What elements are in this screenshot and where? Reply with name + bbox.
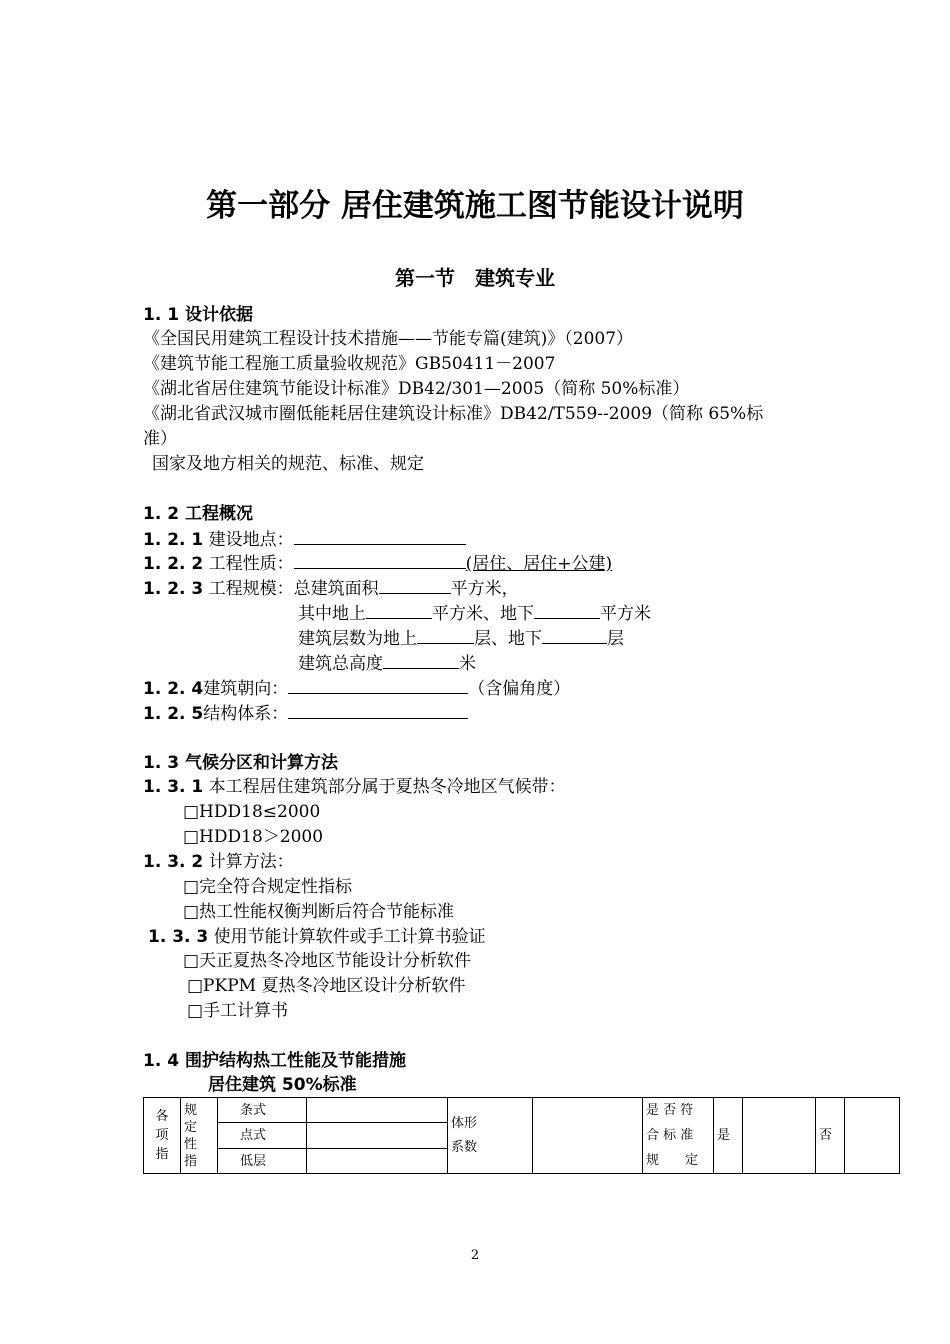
page-number: 2 (470, 1248, 480, 1263)
item-label: 建设地点： (208, 530, 294, 550)
checkbox-pkpm-software[interactable]: □PKPM 夏热冬冷地区设计分析软件 (187, 976, 466, 996)
blank-field[interactable] (542, 626, 607, 644)
table-cell-shape-coefficient: 体形 系数 (448, 1098, 533, 1174)
table-cell-conform (643, 1098, 714, 1174)
scale-text: 层、地下 (474, 629, 542, 649)
page-title: 第一部分 居住建筑施工图节能设计说明 (206, 188, 744, 224)
scale-text: 总建筑面积 (293, 579, 379, 599)
table-cell-no-box[interactable] (845, 1098, 900, 1174)
conform-line: 规 定 (646, 1153, 699, 1168)
item-number: 1. 2. 1 (143, 530, 204, 550)
heading-1-1: 1. 1 设计依据 (143, 305, 253, 325)
checkbox-manual-calc[interactable]: □手工计算书 (187, 1001, 289, 1021)
section-title: 第一节 建筑专业 (395, 266, 555, 290)
ref-line-4: 《湖北省武汉城市圈低能耗居住建筑设计标准》DB42/T559--2009（简称 65%标 (143, 404, 764, 424)
heading-1-4: 1. 4 围护结构热工性能及节能措施 (143, 1051, 406, 1071)
scale-text: 平方米， (450, 579, 519, 599)
item-1-2-2 (143, 551, 612, 576)
item-1-3-3 (148, 925, 486, 949)
item-label: 结构体系： (203, 704, 289, 724)
checkbox-hdd-gt[interactable]: □HDD18＞2000 (183, 827, 324, 847)
table-cell-shape-value[interactable] (533, 1098, 643, 1174)
item-label: 建筑朝向： (203, 679, 289, 699)
ref-line-3: 《湖北省居住建筑节能设计标准》DB42/301—2005（简称 50%标准） (143, 379, 690, 399)
scale-line-4 (298, 651, 476, 676)
ref-line-5: 准） (143, 429, 177, 449)
ref-line-1: 《全国民用建筑工程设计技术措施——节能专篇(建筑)》（2007） (143, 329, 634, 349)
scale-text: 平方米 (600, 604, 651, 624)
item-1-2-3 (143, 576, 519, 601)
item-1-2-4 (143, 676, 570, 701)
scale-text: 层 (607, 629, 624, 649)
item-1-2-1 (143, 527, 466, 552)
table-cell-row-label: 低层 (218, 1149, 307, 1174)
item-label: 使用节能计算软件或手工计算书验证 (213, 927, 486, 947)
checkbox-tradeoff[interactable]: □热工性能权衡判断后符合节能标准 (183, 902, 455, 922)
table-cell-value[interactable] (307, 1149, 448, 1174)
table-cell-value[interactable] (307, 1098, 448, 1123)
item-number: 1. 2. 2 (143, 554, 204, 574)
scale-text: 建筑层数为地上 (298, 629, 417, 649)
conform-line: 是 否 符 (646, 1103, 694, 1118)
item-label: 计算方法： (208, 852, 294, 872)
blank-field[interactable] (379, 576, 451, 594)
scale-text: 其中地上 (298, 604, 366, 624)
item-label: 工程规模： (208, 579, 294, 599)
table-cell-yes: 是 (714, 1098, 743, 1174)
item-number: 1. 2. 4 (143, 679, 204, 699)
item-label: 工程性质： (208, 554, 294, 574)
table-cell-yes-box[interactable] (743, 1098, 816, 1174)
item-label: 本工程居住建筑部分属于夏热冬冷地区气候带： (208, 777, 566, 797)
blank-field[interactable] (383, 651, 459, 669)
indicator-table (143, 1097, 900, 1174)
item-1-2-5 (143, 701, 468, 726)
checkbox-prescriptive[interactable]: □完全符合规定性指标 (183, 877, 353, 897)
property-note: (居住、居住+公建) (465, 554, 613, 574)
standard-subheading: 居住建筑 50%标准 (208, 1075, 357, 1095)
table-cell-items: 各 项 指 (144, 1098, 181, 1174)
scale-line-3 (298, 626, 624, 651)
checkbox-tangent-software[interactable]: □天正夏热冬冷地区节能设计分析软件 (183, 951, 472, 971)
blank-field[interactable] (417, 626, 474, 644)
orientation-note: （含偏角度） (468, 679, 571, 699)
blank-field[interactable] (288, 676, 468, 694)
table-cell-no: 否 (816, 1098, 845, 1174)
blank-field[interactable] (366, 601, 432, 619)
blank-field[interactable] (288, 701, 468, 719)
item-number: 1. 2. 5 (143, 704, 204, 724)
item-number: 1. 2. 3 (143, 579, 204, 599)
table-cell-prescriptive: 规 定 性 指 (181, 1098, 218, 1174)
blank-field[interactable] (534, 601, 600, 619)
ref-line-6: 国家及地方相关的规范、标准、规定 (152, 454, 424, 474)
item-number: 1. 3. 1 (143, 777, 204, 797)
blank-field[interactable] (294, 527, 466, 545)
conform-line: 合 标 准 (646, 1128, 694, 1143)
ref-line-2: 《建筑节能工程施工质量验收规范》GB50411－2007 (143, 354, 556, 374)
scale-text: 建筑总高度 (298, 654, 383, 674)
table-cell-value[interactable] (307, 1123, 448, 1149)
item-number: 1. 3. 3 (148, 927, 209, 947)
table-cell-row-label: 点式 (218, 1123, 307, 1149)
scale-text: 米 (459, 654, 476, 674)
checkbox-hdd-le[interactable]: □HDD18≤2000 (183, 802, 321, 822)
item-1-3-1 (143, 775, 566, 799)
table-cell-row-label: 条式 (218, 1098, 307, 1123)
item-1-3-2 (143, 850, 294, 874)
blank-field[interactable] (294, 551, 466, 569)
item-number: 1. 3. 2 (143, 852, 204, 872)
scale-text: 平方米、地下 (432, 604, 534, 624)
heading-1-3: 1. 3 气候分区和计算方法 (143, 753, 338, 773)
scale-line-2 (298, 601, 651, 626)
heading-1-2: 1. 2 工程概况 (143, 504, 253, 524)
